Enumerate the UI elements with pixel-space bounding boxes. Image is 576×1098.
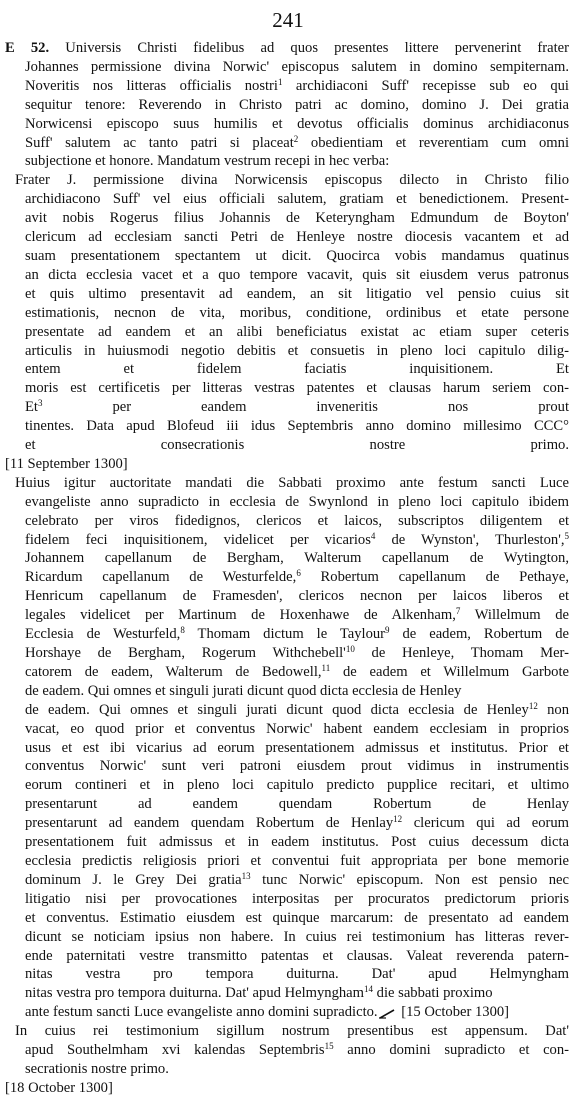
- date-note: [11 September 1300]: [5, 455, 128, 472]
- text-line: presentate ad eandem et an alibi beneficiatus existat ac etiam super ceteris: [25, 323, 569, 340]
- text-line: Suff' salutem ac tanto patri si placeat$^2$ obedientiam et reverentiam cum omni: [25, 133, 569, 151]
- date-note: [15 October 1300]: [397, 1004, 510, 1021]
- text-line: evangeliste anno supradicto in ecclesia de Swynlond in pleno loci capitulo ibidem: [25, 493, 569, 510]
- text-line: catorem de eadem, Walterum de Bedowell,$^{11}$ de eadem et Willelmum Garbote: [25, 662, 569, 680]
- text-line: Johannem capellanum de Bergham, Walterum capellanum de Wytington,: [25, 550, 569, 567]
- text-line: presentarunt ad eandem quendam Robertum de Henlay$^{12}$ clericum qui ad eorum: [25, 814, 569, 832]
- footnote-marker: 3: [37, 398, 43, 409]
- text-line: subjectione et honore. Mandatum vestrum recepi in hec verba:: [25, 153, 390, 170]
- text-line: Henricum capellanum de Framesden', clericos necnon per laicos liberos et: [25, 588, 569, 605]
- text-line: ecclesia predictis religiosis priori et conventui fuit appropriata per bone memorie: [25, 852, 569, 869]
- text-line: moris est certificetis per litteras vestras patentes et clausas harum seriem con-: [25, 380, 569, 397]
- text-line: sequitur tenore: Reverendo in Christo patri ac domino, domino J. Dei gratia: [25, 96, 569, 113]
- text-line: usus et est ibi vicarius ad eorum presentationem admissus et institutus. Prior et: [25, 739, 569, 756]
- text-line: ante festum sancti Luce evangeliste anno domini supradicto. [15 October 1300]: [25, 1004, 510, 1021]
- document-text: [5, 39, 569, 1098]
- text-line: presentationem fuit admissus et in eadem institutus. Post cuius decessum dicta: [25, 834, 569, 851]
- text-line: Huius igitur auctoritate mandati die Sabbati proximo ante festum sancti Luce: [15, 474, 569, 491]
- text-line: Frater J. permissione divina Norwicensis episcopus dilecto in Christo filio: [15, 172, 569, 189]
- text-line: de eadem. Qui omnes et singuli jurati dicunt quod dicta ecclesia de Henley: [25, 682, 462, 699]
- text-line: avit nobis Rogerus filius Johannis de Keteryngham Edmundum de Boyton': [25, 210, 569, 227]
- text-line: fidelem feci inquisitionem, videlicet per vicarios$^4$ de Wynston', Thurleston',$^5$: [25, 530, 569, 548]
- text-line: nitas vestra pro tempora duiturna. Dat' apud Helmyngham$^{14}$ die sabbati proximo: [25, 984, 493, 1002]
- text-line: litigatio nisi per provocationes interpositas per procuratos predictorum prioris: [25, 890, 569, 907]
- text-line: presentarunt ad eandem quendam Robertum de Henlay: [25, 796, 569, 813]
- handwritten-mark-icon: [378, 1009, 398, 1019]
- text-line: et quis ultimo presentavit ad eandem, an sit litigatio vel pensio cuius sit: [25, 285, 569, 302]
- text-line: clericum ad ecclesiam sancti Petri de Henleye nostre diocesis vacantem et ad: [25, 229, 569, 246]
- text-line: archidiacono Suff' vel eius officiali salutem, gratiam et benedictionem. Present-: [25, 191, 569, 208]
- text-line: et consecrationis nostre primo.: [25, 437, 569, 454]
- text-line: nitas vestra pro tempora duiturna. Dat' apud Helmyngham: [25, 966, 569, 983]
- text-line: estimationis, necnon de vita, moribus, conditione, ordinibus et etate persone: [25, 304, 569, 321]
- text-line: Noveritis nos litteras officialis nostri$^1$ archidiaconi Suff' recepisse sub eo qui: [25, 76, 569, 94]
- text-line: legales videlicet per Martinum de Hoxenhawe de Alkenham,$^7$ Willelmum de: [25, 606, 569, 624]
- date-note: [18 October 1300]: [5, 1079, 113, 1096]
- text-line: dicunt se noticiam ipsius non habere. In cuius rei testimonium has litteras rever-: [25, 928, 569, 945]
- text-line: Ecclesia de Westurfeld,$^8$ Thomam dictum le Taylour$^9$ de eadem, Robertum de: [25, 625, 569, 643]
- text-line: In cuius rei testimonium sigillum nostrum presentibus est appensum. Dat': [15, 1023, 569, 1040]
- text-line: dominum J. le Grey Dei gratia$^{13}$ tunc Norwic' episcopum. Non est pensio nec: [25, 870, 570, 888]
- text-line: Ricardum capellanum de Westurfelde,$^6$ Robertum capellanum de Pethaye,: [25, 568, 569, 586]
- text-line: ende paternitati vestre transmitto patentas et clausas. Valeat reverenda patern-: [25, 947, 569, 964]
- footnote-marker: 1: [277, 76, 283, 87]
- text-line: et conventus. Estimatio eiusdem est quinque marcarum: de presentato ad eandem: [25, 909, 569, 926]
- text-line: an dicta ecclesia vacet et a quo tempore vacavit, quis sit eiusdem verus patronus: [25, 266, 569, 283]
- text-line: Johannes permissione divina Norwic' episcopus salutem in domino sempiternam.: [25, 58, 569, 75]
- text-line: Horshaye de Bergham, Rogerum $Withchebell'^{10}$ de Henleye, Thomam Mer-: [25, 644, 569, 661]
- entry-number: E 52.: [5, 40, 50, 56]
- text-line: suam presentationem spectantem ut dicit. Quocirca vobis mandamus quatinus: [25, 247, 569, 264]
- text-line: Et$^3$ per eandem inveneritis nos prout: [25, 398, 569, 416]
- text-line: entem et fidelem faciatis inquisitionem. Et: [25, 361, 569, 378]
- text-line: vacat, eo quod prior et conventus Norwic' habent eandem ecclesiam in proprios: [25, 720, 569, 737]
- text-line: Norwicensi episcopo suus humilis et devotus officialis dominus archidiaconus: [25, 115, 569, 132]
- text-line: articulis in huiusmodi negotio debitis et consuetis in pleno loci capitulo dilig-: [25, 342, 569, 359]
- text-line: E 52. Universis Christi fidelibus ad quos presentes littere pervenerint frater: [5, 40, 569, 56]
- text-line: celebrato per viros fidedignos, clericos et laicos, subscriptos diligentem et: [25, 512, 569, 529]
- footnote-marker: 2: [293, 133, 299, 144]
- text-line: conventus Norwic' sunt veri patroni eiusdem prout vidimus in instrumentis: [25, 758, 569, 775]
- text-line: de eadem. Qui omnes et singuli jurati dicunt quod dicta ecclesia de Henley$^{12}$ non: [25, 700, 569, 718]
- text-line: secrationis nostre primo.: [25, 1060, 169, 1077]
- page-number: 241: [272, 8, 304, 32]
- text-line: eorum contineri et in pleno loci capitulo predicto pupplice recitari, et ultimo: [25, 777, 569, 794]
- text-line: tinentes. Data apud Blofeud iii idus Septembris anno domino millesimo CCC°: [25, 418, 569, 435]
- text-line: apud Southelmham xvi kalendas Septembris$^{15}$ anno domini supradicto et con-: [25, 1041, 570, 1059]
